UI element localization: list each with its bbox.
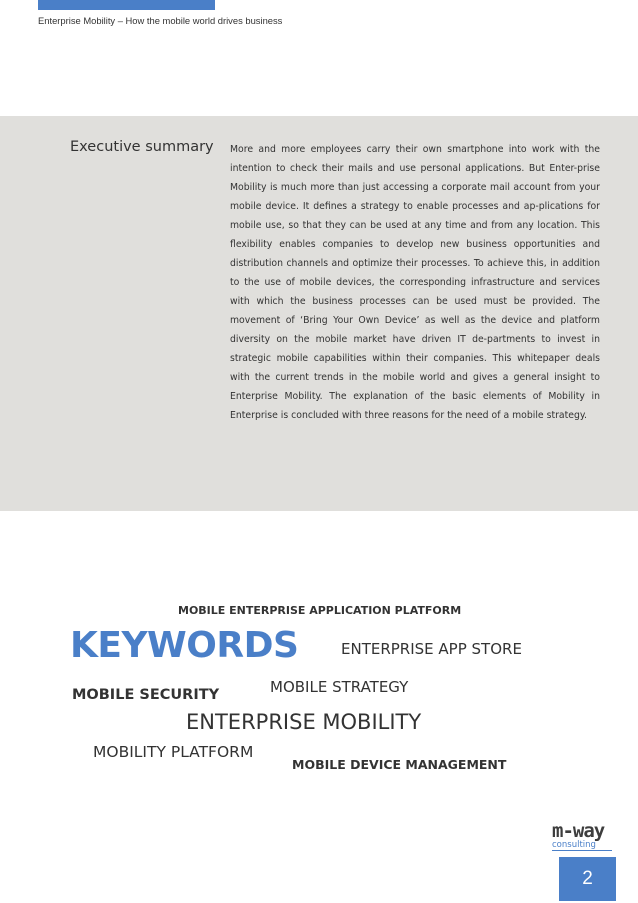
mway-logo [552, 822, 618, 850]
keyword-mobility-platform: MOBILITY PLATFORM [93, 743, 254, 761]
logo-underline [552, 850, 612, 851]
keyword-mobile-strategy: MOBILE STRATEGY [270, 678, 409, 696]
keyword-mobile-device-management: MOBILE DEVICE MANAGEMENT [292, 757, 507, 772]
running-header: Enterprise Mobility – How the mobile world drives business [38, 15, 283, 26]
header-accent-bar [38, 0, 215, 10]
keyword-mobile-enterprise-application-platform: MOBILE ENTERPRISE APPLICATION PLATFORM [178, 604, 462, 617]
logo-wordmark: m-way [552, 820, 605, 842]
logo-subtitle: consulting [552, 840, 596, 850]
keyword-enterprise-mobility: ENTERPRISE MOBILITY [186, 710, 422, 734]
keyword-enterprise-app-store: ENTERPRISE APP STORE [341, 640, 522, 658]
keywords-title: KEYWORDS [70, 625, 299, 666]
page-number: 2 [559, 857, 616, 901]
executive-summary-title: Executive summary [70, 139, 214, 155]
keyword-mobile-security: MOBILE SECURITY [72, 687, 220, 703]
executive-summary-text: More and more employees carry their own smartphone into work with the intention to check their mails and use personal applications. But Enter-prise Mobility is much more than just accessing a corporate mail account from your mobile device. It defines a strategy to enable processes and ap-plications for mobile use, so that they can be used at any time and from any location. This flexibility enables companies to develop new business opportunities and distribution channels and optimize their processes. To achieve this, in addition to the use of mobile devices, the corresponding infrastructure and services with which the business processes can be used must be provided. The movement of ‘Bring Your Own Device’ as well as the device and platform diversity on the mobile market have driven IT de-partments to invest in strategic mobile capabilities within their companies. This whitepaper deals with the current trends in the mobile world and gives a general insight to Enterprise Mobility. The explanation of the basic elements of Mobility in Enterprise is concluded with three reasons for the need of a mobile strategy. [230, 144, 600, 421]
